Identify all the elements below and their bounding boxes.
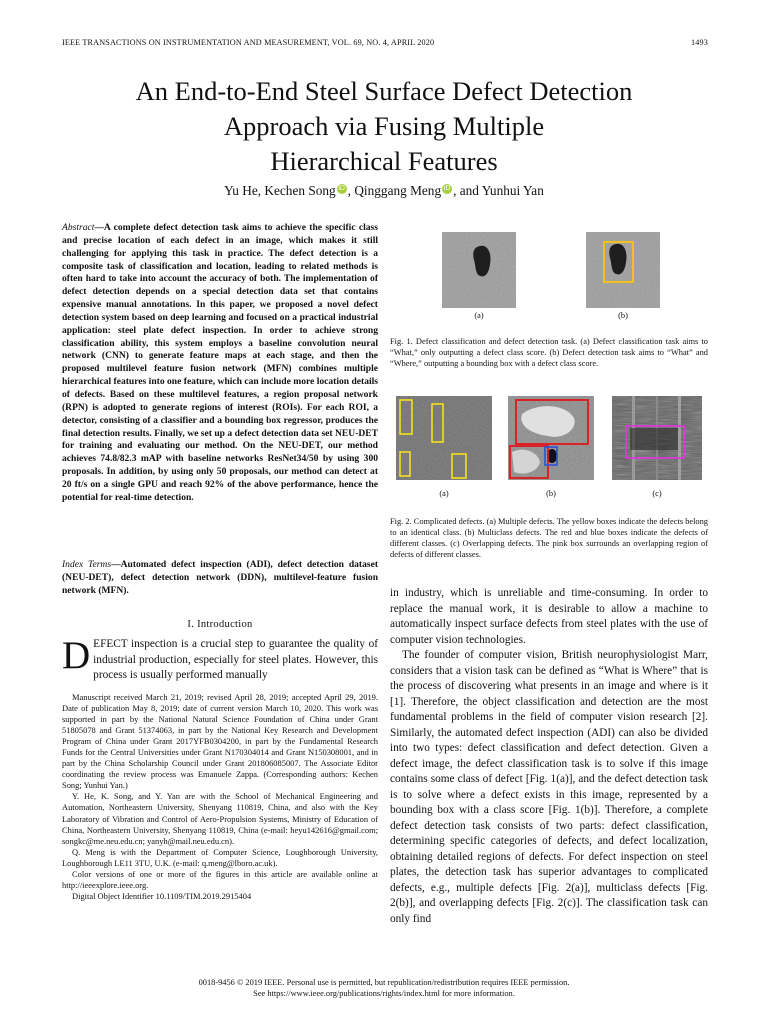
footnote: Manuscript received March 21, 2019; revised April 28, 2019; accepted April 29, 2019. Date of publication May 8, 2019; date of current version March 10, 2020. This work was supported in part by the National Natural Science Foundation of China under Grant 51805078 and Grant 51374063, in part by the National Key Research and Development Program of China under Grant 2017YFB0304200, in part by the Fundamental Research Funds for the Central Universities under Grant N170304014 and Grant N150308001, and in part by the China Scholarship Council under Grant 201806085007. The Associate Editor coordinating the review process was Emanuele Zappa. (Corresponding authors: Kechen Song; Yunhui Yan.) [62,692,378,791]
footnote: Y. He, K. Song, and Y. Yan are with the School of Mechanical Engineering and Automation, Northeastern University, Shenyang 110819, China, and also with the Key Laboratory of Vibration and Control of Aero-Propulsion Systems, Ministry of Education of China, Northeastern University, Shenyang 110819, China (e-mail: heyu142616@gmail.com; songkc@me.neu.edu.cn; yanyh@mail.neu.edu.cn). [62,791,378,846]
fig1b-image [586,232,660,308]
abstract-label: Abstract [62,222,95,233]
paper-title [40,74,728,179]
fig2b-label: (b) [546,489,556,498]
fig2c-image [612,396,702,480]
fig2-caption: Fig. 2. Complicated defects. (a) Multiple defects. The yellow boxes indicate the defects belong to an identical class. (b) Multiclass defects. The red and blue boxes indicate the defects of different classes. (c) Overlapping defects. The pink box surrounds an overlapping region of defects of different classes. [390,517,708,559]
abstract-text: A complete defect detection task aims to achieve the specific class and precise location of each defect in an image, which makes it still challenging for applying this task in practice. The defect detection is a composite task of classification and location, leading to related methods is often hard to take into account the accuracy of both. The implementation of defect detection depends on a special detection data set that contains expensive manual annotations. In this paper, we proposed a novel defect detection system based on deep learning and focused on a practical industrial application: steel plate defect inspection. In order to achieve strong classification ability, this system employs a baseline convolution neural network (CNN) to generate feature maps at each stage, and then the proposed multilevel feature fusion network (MFN) combines multiple hierarchical features into one feature, which can include more location details of defects. Based on these multilevel features, a region proposal network (RPN) is adopted to generate regions of interest (ROIs). For each ROI, a detector, consisting of a classifier and a bounding box regressor, produces the final detection results. Finally, we set up a defect detection data set NEU-DET for training and evaluating our method. On the NEU-DET, our method achieves 74.8/82.3 mAP with baseline networks ResNet34/50 by using 300 proposals. In addition, by using only 50 proposals, our method can detect at 20 ft/s on a single GPU and reach 92% of the above performance, hence the potential for real-time detection. [62,222,378,503]
title-line: Approach via Fusing Multiple [223,111,545,141]
index-terms: Index Terms—Automated defect inspection (ADI), defect detection dataset (NEU-DET), defect detection network (DDN), multilevel-feature fusion network (MFN). [62,559,378,596]
drop-cap: D [62,634,91,677]
fig1a-label: (a) [474,311,484,320]
abstract: Abstract—A complete defect detection task aims to achieve the specific class and precise location of each defect in an image, which makes it still challenging for applying this task in practice. The defect detection is a composite task of classification and location, leading to related methods is often hard to take into account the accuracy of both. The implementation of defect detection depends on a special detection data set that contains expensive manual annotations. In this paper, we proposed a novel defect detection system based on deep learning and focused on a practical industrial application: steel plate defect inspection. In order to achieve strong classification ability, this system employs a baseline convolution neural network (CNN) to generate feature maps at each stage, and then the proposed multilevel feature fusion network (MFN) combines multiple hierarchical features into one feature, which can include more location details of defects. Based on these multilevel features, a region proposal network (RPN) is adopted to generate regions of interest (ROIs). For each ROI, a detector, consisting of a classifier and a bounding box regressor, produces the final detection results. Finally, we set up a defect detection data set NEU-DET for training and evaluating our method. On the NEU-DET, our method achieves 74.8/82.3 mAP with baseline networks ResNet34/50 by using 300 proposals. In addition, by using only 50 proposals, our method can detect at 20 ft/s on a single GPU and reach 92% of the above performance, hence the potential for real-time detection. [62,222,378,503]
fig2a-label: (a) [439,489,449,498]
footnote: Q. Meng is with the Department of Computer Science, Loughborough University, Loughborough LE11 3TU, U.K. (e-mail: q.meng@lboro.ac.uk). [62,846,378,868]
page-number: 1493 [691,38,708,47]
copyright-line: See https://www.ieee.org/publications/rights/index.html for more information. [253,989,515,998]
fig2a-image [396,396,492,480]
author-names: , and Yunhui Yan [453,183,544,198]
copyright-notice [40,977,728,999]
index-terms-text: Automated defect inspection (ADI), defect detection dataset (NEU-DET), defect detection network (DDN), multilevel-feature fusion network (MFN). [62,559,378,596]
intro-text: EFECT inspection is a crucial step to guarantee the quality of industrial production, especially for steel plates. However, this process is usually performed manually [93,638,378,682]
author-names: , Qinggang Meng [347,183,442,198]
section-heading: I. Introduction [187,619,253,630]
fig2b-image [508,396,594,480]
footnote: Color versions of one or more of the figures in this article are available online at http://ieeexplore.ieee.org. [62,868,378,890]
orcid-icon[interactable]: iD [338,184,345,192]
fig1b-label: (b) [618,311,628,320]
journal-name: IEEE TRANSACTIONS ON INSTRUMENTATION AND MEASUREMENT, VOL. 69, NO. 4, APRIL 2020 [62,38,435,47]
author-list [40,183,728,199]
fig2c-label: (c) [652,489,662,498]
orcid-icon[interactable]: iD [443,184,451,192]
running-header [62,38,708,47]
footnote: Digital Object Identifier 10.1109/TIM.2019.2915404 [72,890,252,901]
figure-2 [390,394,708,564]
intro-paragraph [62,634,378,684]
title-line: An End-to-End Steel Surface Defect Detection [135,76,633,106]
body-paragraph: in industry, which is unreliable and time-consuming. In order to replace the manual work, it is desirable to allow a machine to automatically inspect surface defects from steel plates with the use of computer vision technologies. [390,587,708,646]
fig1-caption: Fig. 1. Defect classification and defect detection task. (a) Defect classification task aims to “What,” only outputting a defect class score. (b) Defect detection task aims to “What” and “Where,” outputting a bounding box with a defect class score. [390,337,708,368]
figure-1 [390,226,708,386]
author-names: Yu He, Kechen Song [224,183,336,198]
body-paragraph: The founder of computer vision, British neurophysiologist Marr, considers that a vision task can be defined as “What is Where” that is the process of discovering what presents in an image and where is it [1]. Therefore, the object classification and detection are the most fundamental problems in the field of computer vision research [2]. Similarly, the automated defect inspection (ADI) can also be divided into two types: defect classification and defect detection. Given a defect image, the defect classification task is to solve if this image contains some class of defect [Fig. 1(a)], and the defect detection task is to solve where a defect exists in this image, represented by a bounding box with a class score [Fig. 1(b)]. Therefore, a complete defect detection task consists of two parts: defect classification, determining specific categories of defects, and defect localization, obtaining detailed regions of defects. For defect inspection on steel plates, the detection task has superior advantages to complicated defects, e.g., multiple defects [Fig. 2(a)], multiclass defects [Fig. 2(b)], and overlapping defects [Fig. 2(c)]. The classification task can only find [390,649,708,925]
fig1a-image [442,232,516,308]
index-terms-label: Index Terms [62,559,112,570]
footnotes [62,692,378,902]
copyright-line: 0018-9456 © 2019 IEEE. Personal use is permitted, but republication/redistribution requires IEEE permission. [198,978,570,987]
right-column-body [390,586,708,927]
title-line: Hierarchical Features [270,146,498,176]
